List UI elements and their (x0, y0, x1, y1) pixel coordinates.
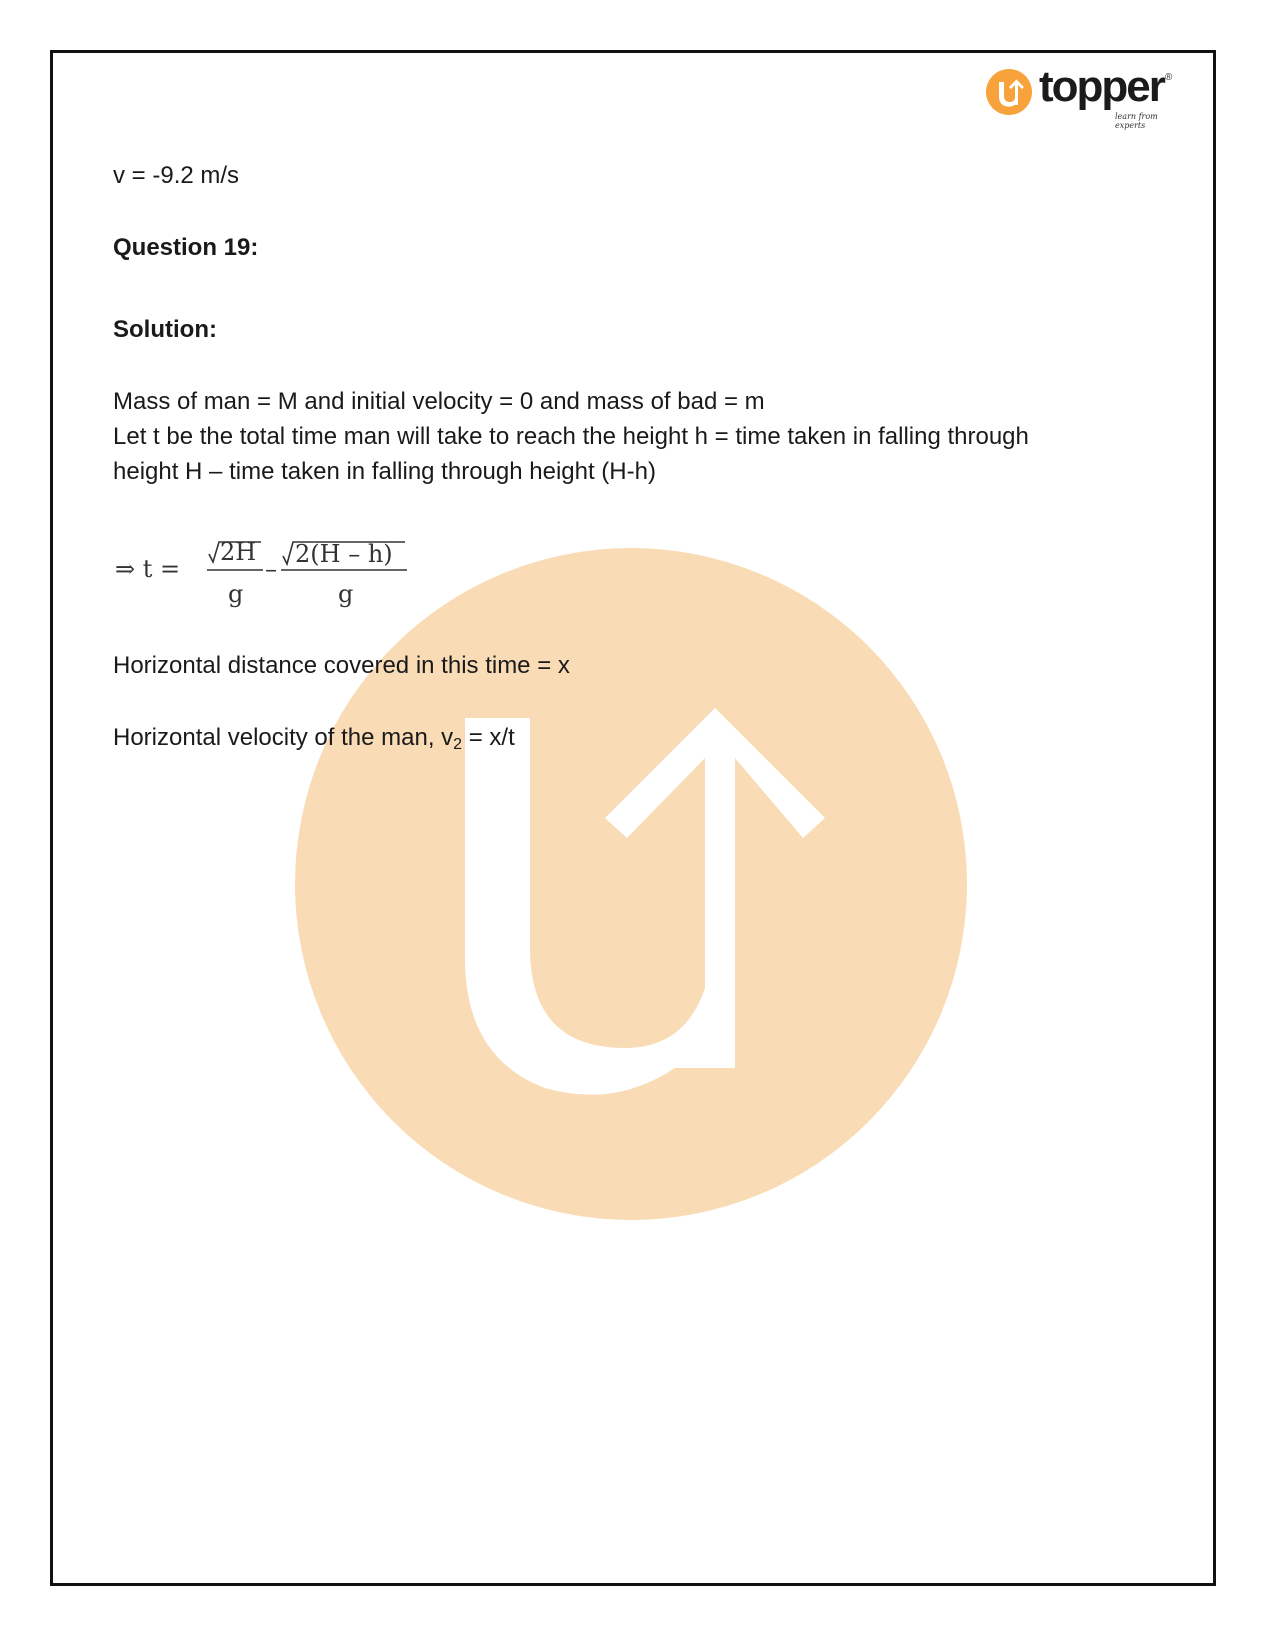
term1-numerator: 2H (220, 538, 257, 566)
velocity-subscript: 2 (453, 736, 463, 753)
horizontal-velocity-prefix: Horizontal velocity of the man, v (113, 724, 454, 751)
formula-lhs: ⇒ t = (115, 555, 181, 583)
question-heading: Question 19: (113, 234, 259, 261)
topper-logo (985, 62, 1185, 130)
horizontal-velocity-suffix: = x/t (462, 724, 515, 751)
logo-tagline: learn from experts (1115, 112, 1158, 130)
time-formula (113, 532, 433, 612)
term2-numerator: 2(H – h) (295, 540, 393, 568)
velocity-result: v = -9.2 m/s (113, 162, 240, 189)
term1-denominator: g (228, 580, 244, 608)
term2-denominator: g (338, 580, 354, 608)
registered-mark: ® (1165, 72, 1173, 83)
horizontal-velocity-line (113, 720, 515, 762)
solution-line-3: height H – time taken in falling through height (H-h) (113, 458, 656, 485)
formula-minus: – (265, 555, 277, 583)
horizontal-distance-line: Horizontal distance covered in this time = x (113, 652, 570, 679)
logo-wordmark: topper (1039, 62, 1164, 111)
solution-line-2: Let t be the total time man will take to reach the height h = time taken in falling through (113, 423, 1029, 450)
topper-logo-icon (985, 68, 1033, 116)
solution-line-1: Mass of man = M and initial velocity = 0 and mass of bad = m (113, 388, 765, 415)
solution-heading: Solution: (113, 316, 217, 343)
